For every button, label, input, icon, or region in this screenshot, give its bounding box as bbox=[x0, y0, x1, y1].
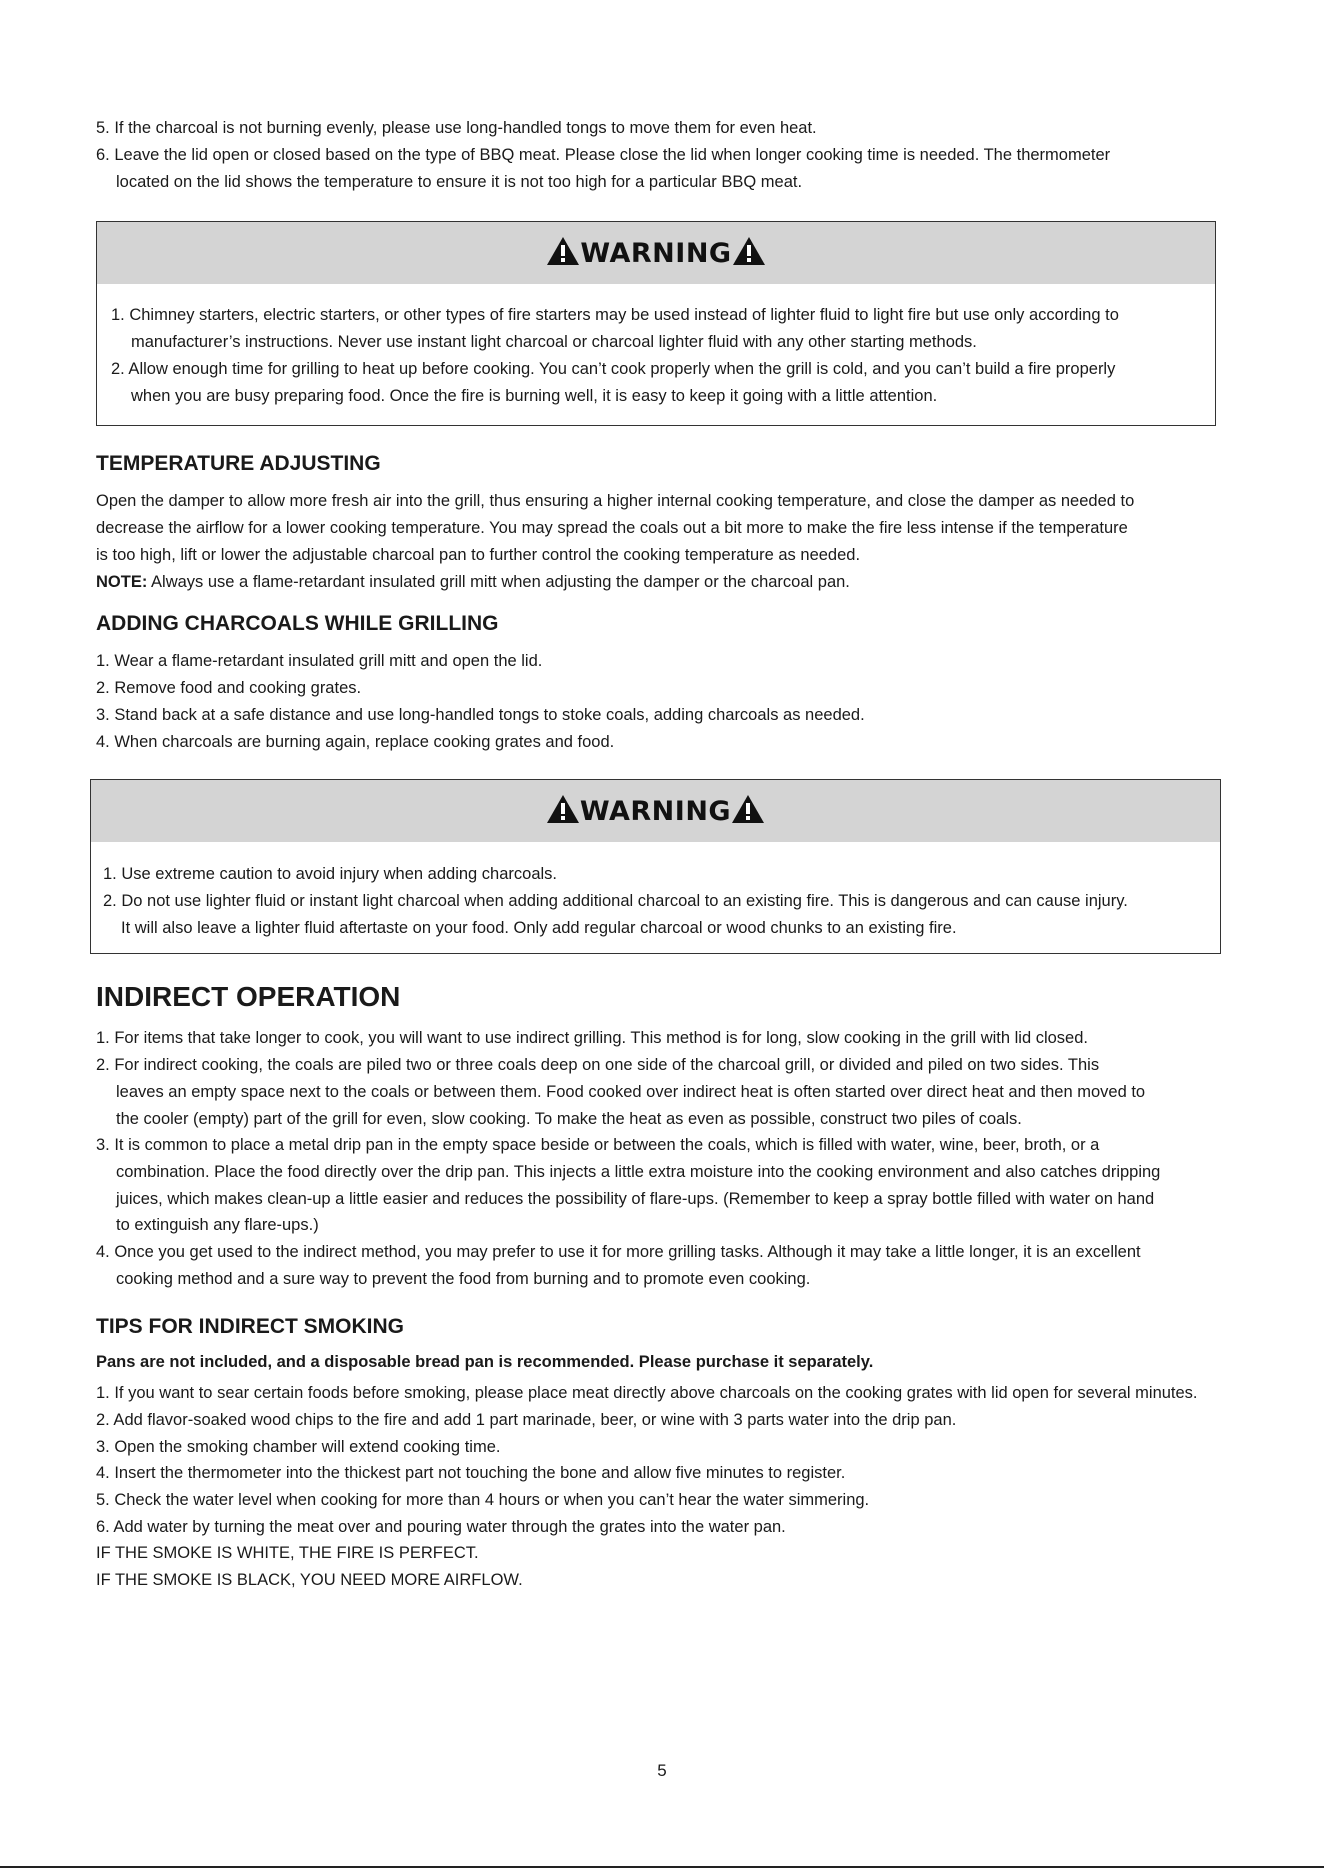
indirect-item-2-cont-2: the cooler (empty) part of the grill for even, slow cooking. To make the heat as even as possible, construct two piles of coals. bbox=[116, 1110, 1022, 1128]
temperature-line-2: decrease the airflow for a lower cooking temperature. You may spread the coals out a bit more to make the fire less intense if the temperature bbox=[96, 519, 1128, 537]
tips-item-5: 5. Check the water level when cooking for more than 4 hours or when you can’t hear the water simmering. bbox=[96, 1491, 870, 1509]
temperature-heading: TEMPERATURE ADJUSTING bbox=[96, 452, 381, 475]
indirect-item-3-cont-2: juices, which makes clean-up a little easier and reduces the possibility of flare-ups. (Remember to keep a spray bottle filled with water on hand bbox=[116, 1190, 1155, 1208]
tips-item-4: 4. Insert the thermometer into the thickest part not touching the bone and allow five minutes to register. bbox=[96, 1464, 846, 1482]
warning2-item-2-cont: It will also leave a lighter fluid aftertaste on your food. Only add regular charcoal or wood chunks to an existing fire. bbox=[121, 919, 957, 937]
note-text: Always use a flame-retardant insulated grill mitt when adjusting the damper or the charcoal pan. bbox=[147, 573, 850, 591]
warning1-item-2: 2. Allow enough time for grilling to heat up before cooking. You can’t cook properly when the grill is cold, and you can’t build a fire properly bbox=[111, 360, 1116, 378]
page-number: 5 bbox=[657, 1761, 667, 1780]
tips-item-2: 2. Add flavor-soaked wood chips to the fire and add 1 part marinade, beer, or wine with 3 parts water into the drip pan. bbox=[96, 1411, 957, 1429]
tips-item-3: 3. Open the smoking chamber will extend cooking time. bbox=[96, 1438, 501, 1456]
tips-item-6: 6. Add water by turning the meat over and pouring water through the grates into the water pan. bbox=[96, 1518, 786, 1536]
warning1-item-2-cont: when you are busy preparing food. Once the fire is burning well, it is easy to keep it going with a little attention. bbox=[131, 387, 938, 405]
warning-triangle-icon bbox=[731, 794, 765, 824]
temperature-line-3: is too high, lift or lower the adjustable charcoal pan to further control the cooking temperature as needed. bbox=[96, 546, 861, 564]
warning-triangle-icon bbox=[732, 236, 766, 266]
intro-item-6-cont: located on the lid shows the temperature to ensure it is not too high for a particular BBQ meat. bbox=[116, 173, 803, 191]
tips-subheading: Pans are not included, and a disposable bread pan is recommended. Please purchase it separately. bbox=[96, 1353, 874, 1371]
tips-smoke-white: IF THE SMOKE IS WHITE, THE FIRE IS PERFECT. bbox=[96, 1544, 479, 1562]
indirect-item-2-cont-1: leaves an empty space next to the coals or between them. Food cooked over indirect heat is often started over direct heat and then moved to bbox=[116, 1083, 1146, 1101]
adding-item-2: 2. Remove food and cooking grates. bbox=[96, 679, 362, 697]
indirect-item-4-cont: cooking method and a sure way to prevent the food from burning and to promote even cooking. bbox=[116, 1270, 811, 1288]
warning-box-1 bbox=[96, 221, 1216, 426]
warning-title-1: WARNING bbox=[97, 236, 1215, 271]
tips-heading: TIPS FOR INDIRECT SMOKING bbox=[96, 1315, 405, 1338]
adding-item-3: 3. Stand back at a safe distance and use long-handled tongs to stoke coals, adding charcoals as needed. bbox=[96, 706, 865, 724]
adding-item-4: 4. When charcoals are burning again, replace cooking grates and food. bbox=[96, 733, 615, 751]
intro-item-5: 5. If the charcoal is not burning evenly, please use long-handled tongs to move them for even heat. bbox=[96, 119, 817, 137]
warning1-item-1: 1. Chimney starters, electric starters, or other types of fire starters may be used instead of lighter fluid to light fire but use only according to bbox=[111, 306, 1119, 324]
warning1-item-1-cont: manufacturer’s instructions. Never use instant light charcoal or charcoal lighter fluid with any other starting methods. bbox=[131, 333, 977, 351]
indirect-item-3-cont-3: to extinguish any flare-ups.) bbox=[116, 1216, 319, 1234]
warning2-item-1: 1. Use extreme caution to avoid injury when adding charcoals. bbox=[103, 865, 557, 883]
tips-item-1: 1. If you want to sear certain foods before smoking, please place meat directly above charcoals on the cooking grates with lid open for several minutes. bbox=[96, 1384, 1198, 1402]
indirect-item-2: 2. For indirect cooking, the coals are piled two or three coals deep on one side of the charcoal grill, or divided and piled on two sides. This bbox=[96, 1056, 1100, 1074]
adding-heading: ADDING CHARCOALS WHILE GRILLING bbox=[96, 612, 499, 635]
indirect-item-1: 1. For items that take longer to cook, you will want to use indirect grilling. This method is for long, slow cooking in the grill with lid closed. bbox=[96, 1029, 1088, 1047]
warning-triangle-icon bbox=[546, 236, 580, 266]
bottom-rule bbox=[0, 1866, 1324, 1868]
intro-item-6: 6. Leave the lid open or closed based on the type of BBQ meat. Please close the lid when longer cooking time is needed. The thermometer bbox=[96, 146, 1111, 164]
indirect-heading: INDIRECT OPERATION bbox=[96, 981, 401, 1012]
tips-smoke-black: IF THE SMOKE IS BLACK, YOU NEED MORE AIRFLOW. bbox=[96, 1571, 523, 1589]
warning-triangle-icon bbox=[546, 794, 580, 824]
temperature-note bbox=[96, 569, 850, 596]
temperature-line-1: Open the damper to allow more fresh air into the grill, thus ensuring a higher internal cooking temperature, and close the damper as needed to bbox=[96, 492, 1135, 510]
note-label: NOTE: bbox=[96, 573, 148, 591]
warning-header-1 bbox=[97, 222, 1215, 284]
warning2-item-2: 2. Do not use lighter fluid or instant light charcoal when adding additional charcoal to an existing fire. This is dangerous and can cause injury. bbox=[103, 892, 1128, 910]
indirect-item-3: 3. It is common to place a metal drip pan in the empty space beside or between the coals, which is filled with water, wine, beer, broth, or a bbox=[96, 1136, 1100, 1154]
adding-item-1: 1. Wear a flame-retardant insulated grill mitt and open the lid. bbox=[96, 652, 543, 670]
warning-header-2 bbox=[91, 780, 1220, 842]
warning-box-2 bbox=[90, 779, 1221, 954]
warning-title-2: WARNING bbox=[91, 794, 1220, 829]
indirect-item-3-cont-1: combination. Place the food directly over the drip pan. This injects a little extra moisture into the cooking environment and also catches dripping bbox=[116, 1163, 1161, 1181]
indirect-item-4: 4. Once you get used to the indirect method, you may prefer to use it for more grilling tasks. Although it may take a little longer, it is an excellent bbox=[96, 1243, 1141, 1261]
